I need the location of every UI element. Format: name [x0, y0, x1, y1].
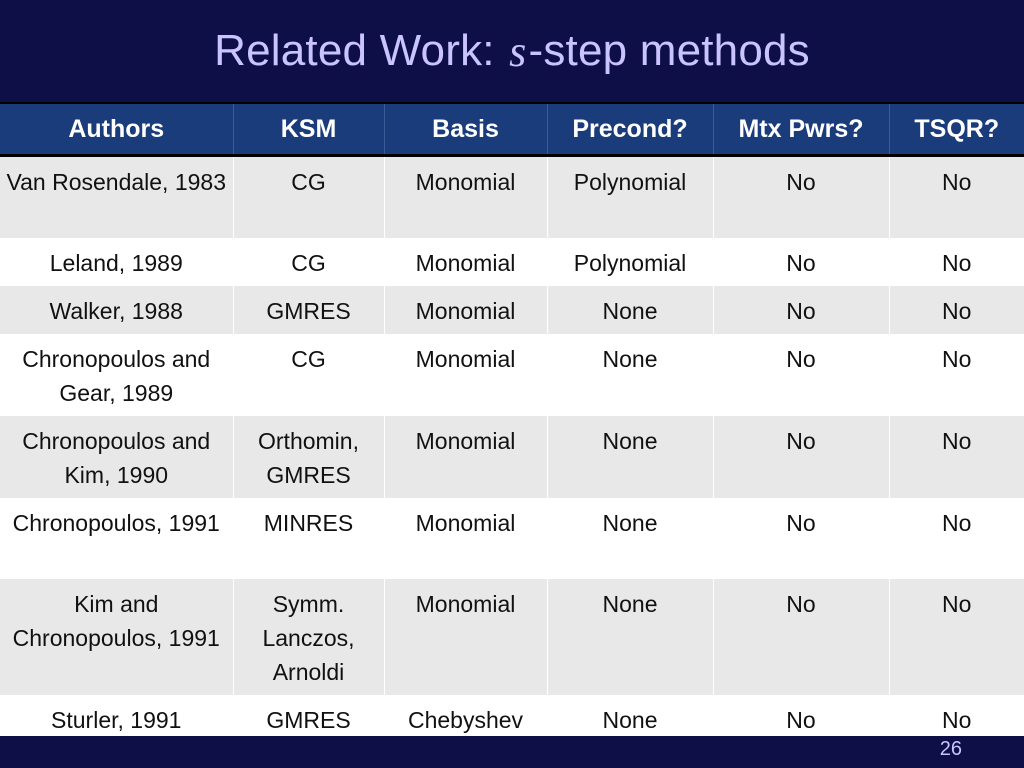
title-prefix: Related Work: [214, 26, 495, 75]
cell-mtx-pwrs: No [713, 238, 889, 286]
cell-tsqr: No [889, 579, 1024, 695]
title-variable: s [509, 26, 527, 76]
cell-mtx-pwrs: No [713, 695, 889, 743]
cell-precond: None [547, 286, 713, 334]
cell-mtx-pwrs: No [713, 286, 889, 334]
cell-basis: Monomial [384, 238, 547, 286]
table-header-row [0, 104, 1024, 156]
related-work-table [0, 104, 1024, 743]
cell-precond: None [547, 416, 713, 498]
cell-mtx-pwrs: No [713, 579, 889, 695]
cell-precond: None [547, 334, 713, 416]
cell-mtx-pwrs: No [713, 156, 889, 239]
cell-basis: Monomial [384, 156, 547, 239]
cell-ksm: CG [233, 334, 384, 416]
cell-authors: Leland, 1989 [0, 238, 233, 286]
cell-ksm: CG [233, 156, 384, 239]
slide-title [0, 0, 1024, 102]
cell-authors: Walker, 1988 [0, 286, 233, 334]
cell-tsqr: No [889, 238, 1024, 286]
cell-mtx-pwrs: No [713, 416, 889, 498]
cell-authors: Chronopoulos and Kim, 1990 [0, 416, 233, 498]
table-row [0, 156, 1024, 239]
cell-authors: Van Rosendale, 1983 [0, 156, 233, 239]
header-basis: Basis [384, 104, 547, 156]
cell-precond: None [547, 579, 713, 695]
header-tsqr: TSQR? [889, 104, 1024, 156]
cell-precond: None [547, 695, 713, 743]
cell-tsqr: No [889, 416, 1024, 498]
header-precond: Precond? [547, 104, 713, 156]
cell-ksm: GMRES [233, 286, 384, 334]
cell-precond: Polynomial [547, 238, 713, 286]
cell-tsqr: No [889, 156, 1024, 239]
cell-tsqr: No [889, 498, 1024, 579]
page-number: 26 [939, 738, 962, 760]
cell-mtx-pwrs: No [713, 334, 889, 416]
cell-precond: None [547, 498, 713, 579]
cell-ksm: Orthomin, GMRES [233, 416, 384, 498]
cell-precond: Polynomial [547, 156, 713, 239]
cell-ksm: Symm. Lanczos, Arnoldi [233, 579, 384, 695]
cell-mtx-pwrs: No [713, 498, 889, 579]
cell-authors: Sturler, 1991 [0, 695, 233, 743]
cell-basis: Monomial [384, 498, 547, 579]
slide-footer [0, 736, 1024, 768]
title-suffix: -step methods [528, 26, 810, 75]
header-ksm: KSM [233, 104, 384, 156]
cell-tsqr: No [889, 695, 1024, 743]
table-row [0, 416, 1024, 498]
cell-tsqr: No [889, 334, 1024, 416]
header-authors: Authors [0, 104, 233, 156]
cell-basis: Monomial [384, 334, 547, 416]
cell-basis: Monomial [384, 416, 547, 498]
cell-ksm: MINRES [233, 498, 384, 579]
cell-authors: Kim and Chronopoulos, 1991 [0, 579, 233, 695]
cell-tsqr: No [889, 286, 1024, 334]
table-row [0, 334, 1024, 416]
table-row [0, 286, 1024, 334]
table-row [0, 498, 1024, 579]
cell-basis: Monomial [384, 579, 547, 695]
table-row [0, 579, 1024, 695]
cell-basis: Chebyshev [384, 695, 547, 743]
header-mtx-pwrs: Mtx Pwrs? [713, 104, 889, 156]
related-work-table-container [0, 102, 1024, 736]
cell-authors: Chronopoulos and Gear, 1989 [0, 334, 233, 416]
cell-ksm: GMRES [233, 695, 384, 743]
cell-basis: Monomial [384, 286, 547, 334]
cell-authors: Chronopoulos, 1991 [0, 498, 233, 579]
table-row [0, 238, 1024, 286]
cell-ksm: CG [233, 238, 384, 286]
